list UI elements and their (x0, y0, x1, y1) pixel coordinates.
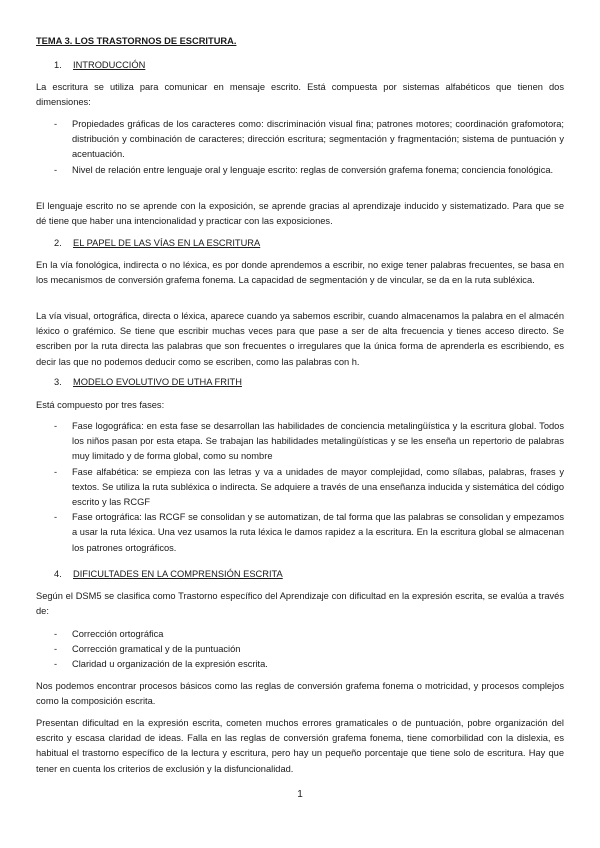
list-item (36, 510, 564, 556)
section-title: INTRODUCCIÓN (73, 60, 146, 70)
intro-paragraph: Según el DSM5 se clasifica como Trastorno específico del Aprendizaje con dificultad en la expresión escrita, se evalúa a través de: (36, 591, 564, 617)
section-title: EL PAPEL DE LAS VÍAS EN LA ESCRITURA (73, 238, 261, 248)
section-title: MODELO EVOLUTIVO DE UTHA FRITH (73, 377, 242, 387)
section-heading-modelo-frith (54, 375, 242, 390)
section-title: DIFICULTADES EN LA COMPRENSIÓN ESCRITA (73, 569, 283, 579)
list-item (36, 642, 564, 657)
section-heading-dificultades (54, 567, 283, 582)
section-number: 3. (54, 377, 62, 387)
list-item-text: Corrección gramatical y de la puntuación (72, 644, 241, 655)
dash-bullet: - (54, 629, 58, 639)
page-number: 1 (297, 789, 303, 800)
dash-bullet: - (54, 659, 58, 670)
body-paragraph: El lenguaje escrito no se aprende con la exposición, se aprende gracias al aprendizaje inducido y sistematizado. Para que se dé tiene que haber una intencionalidad y practicar con las exposiciones. (36, 201, 564, 227)
section-number: 1. (54, 60, 62, 70)
body-paragraph: La vía visual, ortográfica, directa o léxica, aparece cuando ya sabemos escribir, cuando almacenamos la palabra en el almacén léxico o grafémico. Se tiene que escribir muchas veces para que pase a ser de alta frecuencia y tienes acceso directo. Se escriben por la ruta directa las palabras que son frecuentes o irregulares que la única forma de aprenderla es escribiendo, es decir las que no podemos deducir como se escriben, como las palabras con h. (36, 311, 564, 367)
list-item-text: Fase ortográfica: las RCGF se consolidan y se automatizan, de tal forma que las palabras se consolidan y empezamos a usar la ruta léxica. Una vez usamos la ruta léxica le damos rapidez a la escritura. En la escritura global se almacenan los patrones ortográficos. (72, 512, 564, 553)
intro-paragraph: Está compuesto por tres fases: (36, 400, 165, 410)
dash-bullet: - (54, 421, 58, 431)
section-number: 2. (54, 238, 62, 248)
section-heading-introduccion (54, 58, 145, 73)
list-item (36, 163, 564, 178)
list-item (36, 465, 564, 511)
list-item-text: Propiedades gráficas de los caracteres como: discriminación visual fina; patrones motores; coordinación grafomotora; distribución y combinación de caracteres; dirección escritura; segmentación y fragmentación; sistema de puntuación y acentuación. (72, 119, 564, 160)
page-title: TEMA 3. LOS TRASTORNOS DE ESCRITURA. (36, 36, 237, 46)
list-item-text: Claridad u organización de la expresión escrita. (72, 659, 268, 670)
body-paragraph: En la vía fonológica, indirecta o no léxica, es por donde aprendemos a escribir, no exige tener palabras frecuentes, se basa en los mecanismos de conversión grafema fonema. La capacidad de segmentación y de vincular, se da en la ruta subléxica. (36, 260, 564, 286)
list-item (36, 657, 564, 672)
list-item (36, 117, 564, 163)
phases-list (36, 419, 564, 556)
list-item-text: Fase alfabética: se empieza con las letras y va a unidades de mayor complejidad, como sílabas, palabras, frases y textos. Se utiliza la ruta subléxica o indirecta. Se adquiere a través de una enseñanza inducida y sistemática del código escrito y las RCGF (72, 466, 564, 508)
dash-bullet: - (54, 644, 58, 655)
dash-bullet: - (54, 119, 58, 129)
dash-bullet: - (54, 164, 58, 175)
list-item-text: Fase logográfica: en esta fase se desarrollan las habilidades de conciencia metalingüística y la escritura global. Todos los niños pasan por esta etapa. Se trabajan las habilidades metalingüísticas y se les enseña un repertorio de palabras muy limitado y de forma global, como su nombre (72, 421, 564, 462)
dash-bullet: - (54, 512, 58, 523)
list-item-text: Corrección ortográfica (72, 629, 164, 639)
list-item-text: Nivel de relación entre lenguaje oral y lenguaje escrito: reglas de conversión grafema fonema; conciencia fonológica. (72, 164, 554, 175)
list-item (36, 627, 564, 642)
intro-paragraph: La escritura se utiliza para comunicar en mensaje escrito. Está compuesta por sistemas alfabéticos que tienen dos dimensiones: (36, 82, 564, 108)
list-item (36, 419, 564, 465)
body-paragraph: Nos podemos encontrar procesos básicos como las reglas de conversión grafema fonema o motricidad, y procesos complejos como la composición escrita. (36, 681, 564, 707)
body-paragraph: Presentan dificultad en la expresión escrita, cometen muchos errores gramaticales o de puntuación, pobre organización del escrito y escasa claridad de ideas. Falla en las reglas de conversión grafema fonema, tiene comorbilidad con la dislexia, es habitual el trastorno específico de la lectura y escritura, pero hay un pequeño porcentaje que tiene solo de escritura. Hay que tener en cuenta los criterios de exclusión y la disfuncionalidad. (36, 718, 564, 774)
evaluation-list (36, 627, 564, 673)
section-heading-vias (54, 236, 260, 251)
section-number: 4. (54, 569, 62, 579)
dimensions-list (36, 117, 564, 178)
dash-bullet: - (54, 466, 58, 477)
